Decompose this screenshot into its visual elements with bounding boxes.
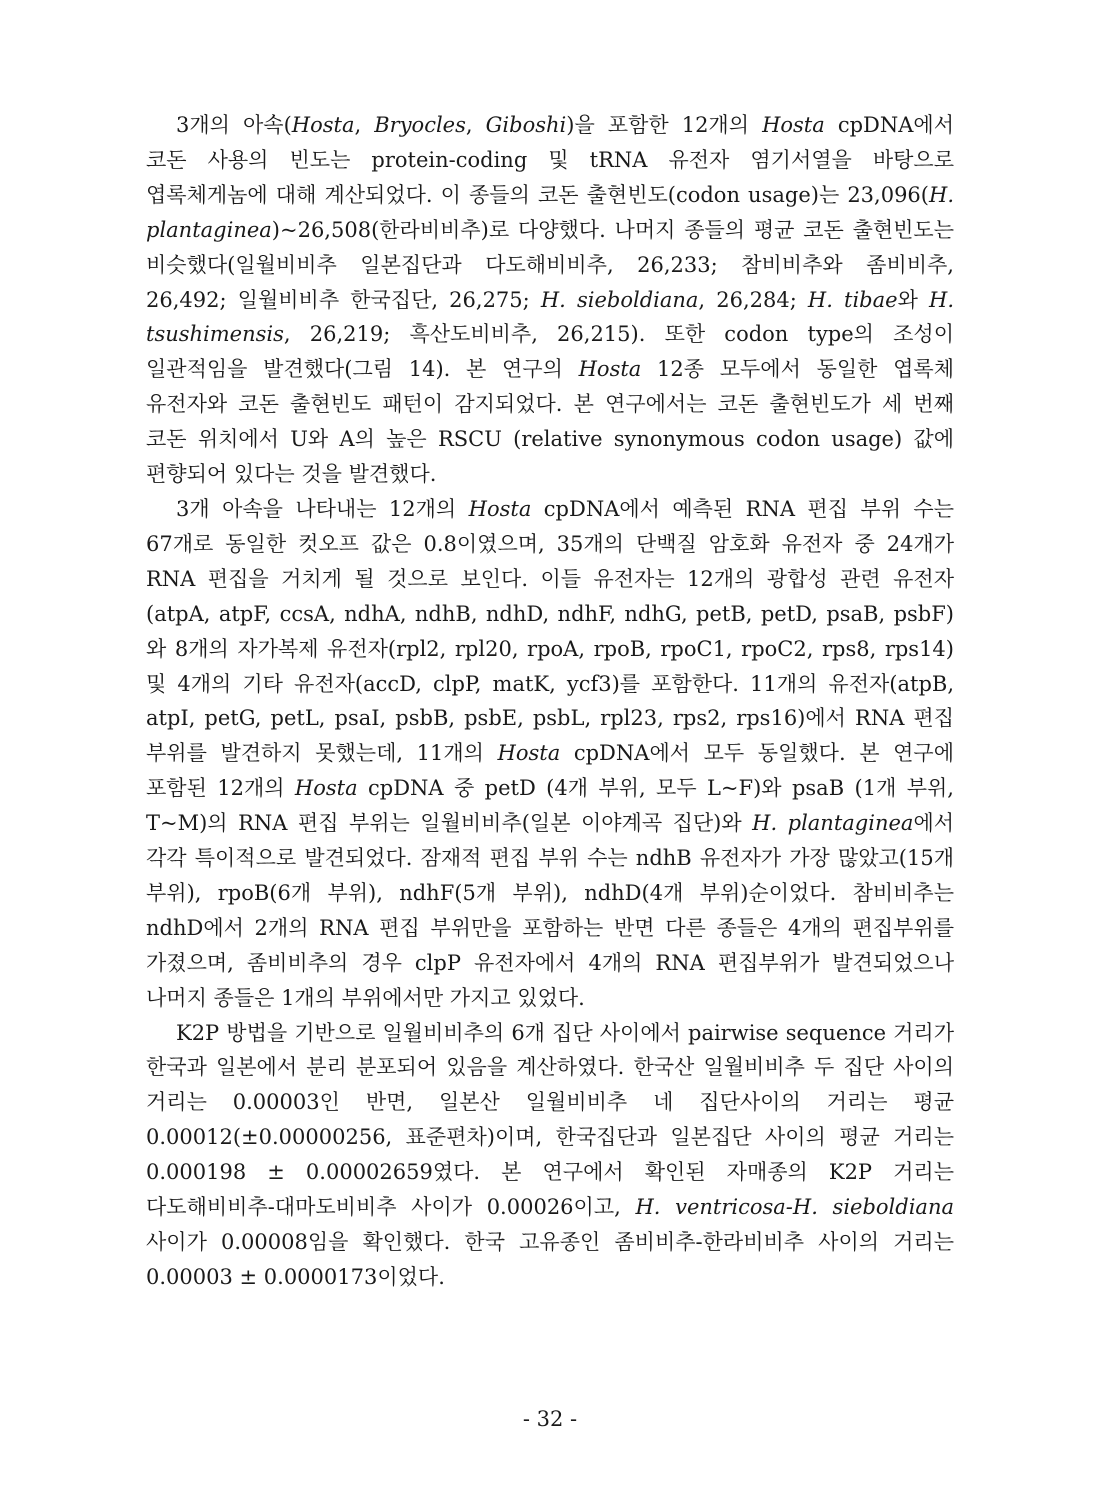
paragraph-rna-editing	[146, 492, 954, 1016]
italic-text-run: H. plantaginea	[752, 811, 914, 836]
text-run: K2P 방법을 기반으로 일월비비추의 6개 집단 사이에서 pairwise sequence 거리가 한국과 일본에서 분리 분포되어 있음을 계산하였다. 한국산 일월비비추 두 집단 사이의 거리는 0.00003인 반면, 일본산 일월비비추 네 집단사이의 거리는 평균 0.00012(±0.00000256, 표준편차)이며, 한국집단과 일본집단 사이의 평균 거리는 0.000198 ± 0.00002659였다. 본 연구에서 확인된 자매종의 K2P 거리는 다도해비비추-대마도비비추 사이가 0.00026이고,	[146, 1020, 954, 1220]
italic-text-run: Hosta	[497, 741, 561, 766]
italic-text-run: H. sieboldiana	[540, 287, 699, 312]
text-run: 3개의 아속(	[176, 113, 292, 137]
italic-text-run: Hosta	[294, 776, 358, 801]
page-number: - 32 -	[522, 1407, 578, 1431]
text-run: 12종 모두에서 동일한 엽록체 유전자와 코돈 출현빈도 패턴이 감지되었다. 본 연구에서는 코돈 출현빈도가 세 번째 코돈 위치에서 U와 A의 높은 RSCU (relative synonymous codon usage) 값에 편향되어 있다는 것을 발견했다.	[146, 357, 954, 487]
text-run: cpDNA에서 예측된 RNA 편집 부위 수는 67개로 동일한 컷오프 값은 0.8이였으며, 35개의 단백질 암호화 유전자 중 24개가 RNA 편집을 거치게 될 것으로 보인다. 이들 유전자는 12개의 광합성 관련 유전자(atpA, atpF, ccsA, ndhA, ndhB, ndhD, ndhF, ndhG, petB, petD, psaB, psbF)와 8개의 자가복제 유전자(rpl2, rpl20, rpoA, rpoB, rpoC1, rpoC2, rps8, rps14) 및 4개의 기타 유전자(accD, clpP, matK, ycf3)를 포함한다. 11개의 유전자(atpB, atpI, petG, petL, psaI, psbB, psbE, psbL, rpl23, rps2, rps16)에서 RNA 편집 부위를 발견하지 못했는데, 11개의	[146, 496, 954, 766]
paragraph-k2p-distance	[146, 1016, 954, 1295]
paragraph-codon-usage	[146, 108, 954, 492]
text-run: cpDNA에서 코돈 사용의 빈도는 protein-coding 및 tRNA 유전자 염기서열을 바탕으로 엽록체게놈에 대해 계산되었다. 이 종들의 코돈 출현빈도(codon usage)는 23,096(	[146, 113, 954, 207]
italic-text-run: Hosta	[762, 113, 825, 137]
italic-text-run: H. ventricosa-H. sieboldiana	[635, 1195, 954, 1220]
text-run: )~26,508(한라비비추)로 다양했다. 나머지 종들의 평균 코돈 출현빈도는 비슷했다(일월비비추 일본집단과 다도해비비추, 26,233; 참비비추와 좀비비추, 26,492; 일월비비추 한국집단, 26,275;	[146, 217, 954, 312]
body-text	[146, 108, 954, 1295]
text-run: cpDNA 중 petD (4개 부위, 모두 L~F)와 psaB (1개 부위, T~M)의 RNA 편집 부위는 일월비비추(일본 이야계곡 집단)와	[146, 776, 954, 836]
italic-text-run: Hosta	[291, 113, 355, 137]
italic-text-run: H. plantaginea	[146, 182, 954, 242]
text-run: cpDNA에서 모두 동일했다. 본 연구에 포함된 12개의	[146, 741, 954, 801]
text-run: 3개 아속을 나타내는 12개의	[176, 496, 469, 521]
text-run: , 26,219; 흑산도비비추, 26,215). 또한 codon type의 조성이 일관적임을 발견했다(그림 14). 본 연구의	[146, 322, 954, 382]
text-run: 와	[897, 287, 929, 312]
text-run: ,	[465, 113, 486, 137]
text-run: 에서 각각 특이적으로 발견되었다. 잠재적 편집 부위 수는 ndhB 유전자가 가장 많았고(15개 부위), rpoB(6개 부위), ndhF(5개 부위), ndhD(4개 부위)순이었다. 참비비추는 ndhD에서 2개의 RNA 편집 부위만을 포함하는 반면 다른 종들은 4개의 편집부위를 가졌으며, 좀비비추의 경우 clpP 유전자에서 4개의 RNA 편집부위가 발견되었으나 나머지 종들은 1개의 부위에서만 가지고 있었다.	[146, 811, 955, 1010]
italic-text-run: H. tibae	[807, 287, 898, 312]
italic-text-run: Hosta	[468, 496, 532, 521]
text-run: , 26,284;	[698, 287, 808, 312]
italic-text-run: Giboshi	[485, 113, 567, 137]
text-run: ,	[354, 113, 375, 137]
text-run: 사이가 0.00008임을 확인했다. 한국 고유종인 좀비비추-한라비비추 사이의 거리는 0.00003 ± 0.0000173이었다.	[146, 1230, 954, 1289]
italic-text-run: H. tsushimensis	[146, 287, 954, 347]
italic-text-run: Hosta	[578, 357, 642, 382]
text-run: )을 포함한 12개의	[566, 113, 763, 137]
italic-text-run: Bryocles	[374, 113, 466, 137]
